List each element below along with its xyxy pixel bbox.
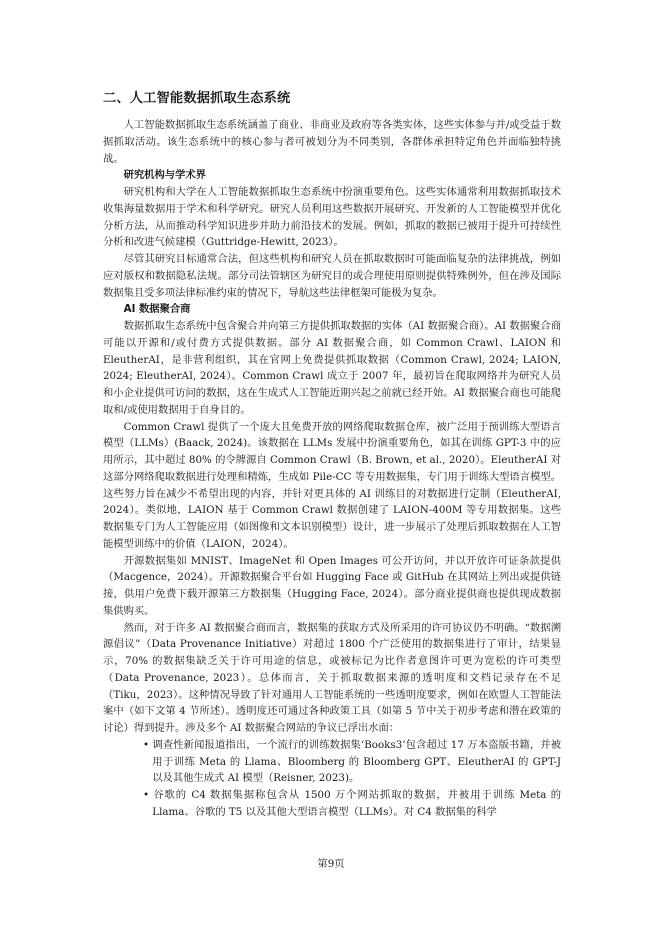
page-number: 第9页 <box>317 858 345 870</box>
list-item <box>143 787 561 821</box>
list-item-text: 谷歌的 C4 数据集据称包含从 1500 万个网站抓取的数据，并被用于训练 Meta 的 Llama、谷歌的 T5 以及其他大型语言模型（LLMs）。对 C4 数据集的科学 <box>152 789 561 818</box>
bullet-mark: • <box>143 789 150 801</box>
list-item-text: 调查性新闻报道指出，一个流行的训练数据集‘Books3’包含超过 17 万本盗版书籍，并被用于训练 Meta 的 Llama、Bloomberg 的 Bloomberg GPT、EleutherAI 的 GPT-J 以及其他生成式 AI 模型（Reisner, 2023)。 <box>152 738 561 785</box>
subsection-heading-research: 研究机构与学术界 <box>123 169 206 182</box>
bullet-mark: • <box>143 738 150 751</box>
aggregators-paragraph-4: 然而，对于许多 AI 数据聚合商而言，数据集的获取方式及所采用的许可协议仍不明确。“数据溯源倡议”（Data Provenance Initiative）对超过 1800 个广泛使用的数据集进行了审计，结果显示，70% 的数据集缺乏关于许可用途的信息，或被标记为比作者意图许可更为宽松的许可类型（Data Provenance, 2023）。总体而言，关于抓取数据来源的透明度和文档记录存在不足（Tiku，2023）。这种情况导致了针对通用人工智能系统的一些透明度要求，例如在欧盟人工智能法案中（如下文第 4 节所述）。透明度还可通过各种政策工具（如第 5 节中关于初步考虑和潜在政策的讨论）得到提升。涉及多个 AI 数据聚合网站的争议已浮出水面： <box>103 621 561 734</box>
aggregators-paragraph-2: Common Crawl 提供了一个庞大且免费开放的网络爬取数据仓库，被广泛用于预训练大型语言模型（LLMs）(Baack, 2024)。该数据在 LLMs 发展中扮演重要角色，如其在训练 GPT-3 中的应用所示，其中超过 80% 的令牌源自 Common Crawl（B. Brown, et al., 2020）。EleutherAI 对这部分网络爬取数据进行处理和精炼，生成如 Pile-CC 等专用数据集，专门用于训练大型语言模型。这些努力旨在减少不希望出现的内容，并针对更具体的 AI 训练目的对数据进行定制（EleutherAI, 2024）。类似地，LAION 基于 Common Crawl 数据创建了 LAION-400M 等专用数据集。这些数据集专门为人工智能应用（如图像和文本识别模型）设计，进一步展示了处理后抓取数据在人工智能模型训练中的价值（LAION，2024）。 <box>103 420 561 550</box>
controversy-list <box>103 737 561 821</box>
section-title: 二、人工智能数据抓取生态系统 <box>103 91 291 106</box>
page-body <box>103 90 561 821</box>
subsection-heading-aggregators: AI 数据聚合商 <box>123 303 191 316</box>
research-paragraph-2: 尽管其研究目标通常合法，但这些机构和研究人员在抓取数据时可能面临复杂的法律挑战，例如应对版权和数据隐私法规。部分司法管辖区为研究目的或合理使用原则提供特殊例外，但在涉及国际数据集且受多项法律标准约束的情况下，导航这些法律框架可能极为复杂。 <box>103 253 561 299</box>
list-item <box>143 737 561 787</box>
aggregators-paragraph-3: 开源数据集如 MNIST、ImageNet 和 Open Images 可公开访问，并以开放许可证条款提供（Macgence，2024）。开源数据聚合平台如 Hugging Face 或 GitHub 在其网站上列出或提供链接，供用户免费下载开源第三方数据集（Hugging Face, 2024）。部分商业提供商也提供现成数据集供购买。 <box>103 554 561 617</box>
intro-paragraph: 人工智能数据抓取生态系统涵盖了商业、非商业及政府等各类实体，这些实体参与并/或受益于数据抓取活动。该生态系统中的核心参与者可被划分为不同类别，各群体承担特定角色并面临独特挑战。 <box>103 119 561 165</box>
aggregators-paragraph-1: 数据抓取生态系统中包含聚合并向第三方提供抓取数据的实体（AI 数据聚合商）。AI 数据聚合商可能以开源和/或付费方式提供数据。部分 AI 数据聚合商，如 Common Crawl、LAION 和 EleutherAI，是非营利组织，其在官网上免费提供抓取数据（Common Crawl, 2024; LAION, 2024; EleutherAI, 2024）。Common Crawl 成立于 2007 年，最初旨在爬取网络并为研究人员和小企业提供可访问的数据，这在生成式人工智能近期兴起之前就已经开始。AI 数据聚合商也可能爬取和/或使用数据用于自身目的。 <box>103 320 561 416</box>
research-paragraph-1: 研究机构和大学在人工智能数据抓取生态系统中扮演重要角色。这些实体通常利用数据抓取技术收集海量数据用于学术和科学研究。研究人员利用这些数据开展研究、开发新的人工智能模型并优化分析方法，从而推动科学知识进步并助力前沿技术的发展。例如，抓取的数据已被用于提升可持续性分析和改进气候建模（Guttridge-Hewitt, 2023）。 <box>103 186 561 249</box>
